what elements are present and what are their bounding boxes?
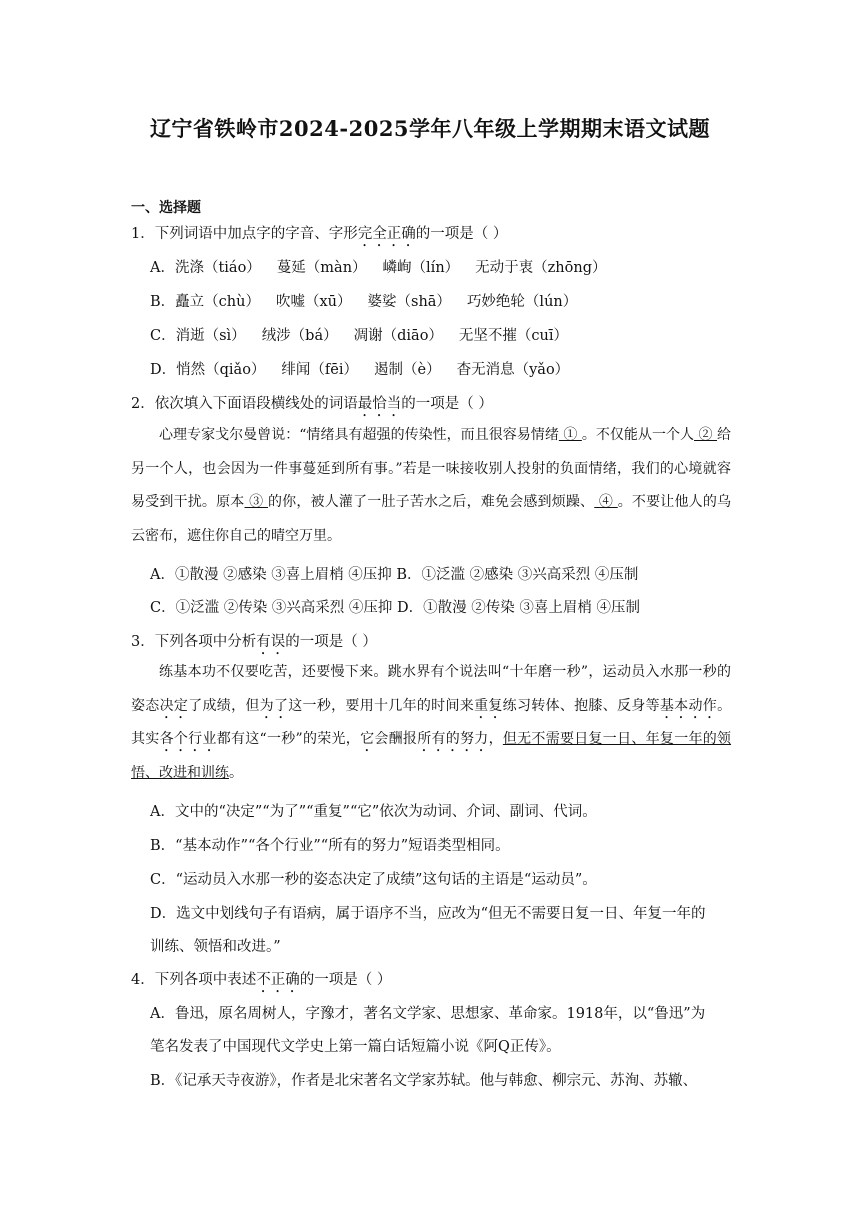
- passage-text: 。不要让他人的乌云密布，遮住你自己的晴空万里。: [131, 494, 732, 544]
- word: 绯闻（fēi）: [281, 362, 359, 378]
- q3-option-c[interactable]: C．“运动员入水那一秒的姿态决定了成绩”这句话的主语是“运动员”。: [150, 872, 597, 888]
- blank-1: ①: [558, 427, 582, 443]
- passage-text: 练习转体、抱膝、反身等: [502, 697, 660, 714]
- passage-text: 练基本功不仅要吃苦，还要慢下来。跳水界有个说法叫“十年磨一秒”，运动员入水那一秒的姿态: [131, 664, 731, 714]
- page-title: 辽宁省铁岭市2024-2025学年八年级上学期期末语文试题: [149, 116, 711, 141]
- q2-options-ab[interactable]: A．①散漫 ②感染 ③喜上眉梢 ④压抑 B．①泛滥 ②感染 ③兴高采烈 ④压制: [150, 567, 639, 583]
- word: 凋谢（diāo）: [353, 328, 443, 344]
- q3-option-d-line2: 训练、领悟和改进。”: [150, 939, 281, 955]
- passage-text: 。: [229, 764, 243, 781]
- word: 杳无消息（yǎo）: [456, 362, 570, 378]
- stem-text: 3．下列各项中分析: [131, 634, 257, 650]
- q3-passage: [131, 656, 731, 790]
- blank-2: ②: [694, 427, 718, 443]
- word: 无坚不摧（cuī）: [458, 328, 569, 344]
- passage-text: 会酬报: [374, 731, 418, 747]
- q3-option-b[interactable]: B．“基本动作”“各个行业”“所有的努力”短语类型相同。: [150, 838, 510, 854]
- q2-passage: [131, 419, 731, 553]
- passage-text: 了成绩，但: [188, 697, 260, 714]
- word: 嶙峋（lín）: [382, 260, 460, 276]
- passage-text: 这一秒，要用十几年的时间来: [288, 697, 475, 714]
- word: 蔓延（màn）: [276, 260, 367, 276]
- dotted-word: 所有的努力: [417, 731, 489, 747]
- word: 无动于衷（zhōng）: [475, 260, 607, 276]
- blank-4: ④: [594, 494, 618, 510]
- dotted-keyword: 有误: [256, 634, 286, 650]
- passage-text: 。不仅能从一个人: [581, 427, 695, 443]
- question-3-stem: [131, 630, 377, 658]
- stem-text: 的一项是（ ）: [415, 226, 508, 242]
- stem-text: 的一项是（ ）: [285, 634, 377, 650]
- blank-3: ③: [244, 494, 268, 510]
- word: 婆娑（shā）: [367, 294, 451, 310]
- passage-text: 给另一个人，也会因为一件事蔓延到所有事。”若是一味接收别人投射的负面情绪，我们的心境就容易受到干扰。原本: [131, 427, 732, 510]
- q1-option-a[interactable]: [150, 256, 623, 277]
- word: 绒涉（bá）: [261, 328, 338, 344]
- passage-text: 都有这“一秒”的荣光，: [216, 731, 361, 747]
- underlined-sentence: 但无不需要日复一日、年复一年的领悟、改进和训练: [131, 731, 732, 781]
- stem-text: 的一项是（ ）: [299, 972, 392, 988]
- word: 遏制（è）: [374, 362, 441, 378]
- dotted-keyword: 不正确: [256, 972, 300, 988]
- dotted-word: 它: [360, 731, 375, 747]
- passage-text: 的你，被人灌了一肚子苦水之后，难免会感到烦躁、: [267, 494, 595, 510]
- dotted-keyword: 最恰当: [357, 396, 402, 412]
- word: A．洗涤（tiáo）: [150, 260, 261, 276]
- word: B．矗立（chù）: [150, 294, 260, 310]
- q3-option-d-line1[interactable]: D．选文中划线句子有语病，属于语序不当，应改为“但无不需要日复一日、年复一年的: [150, 906, 706, 922]
- stem-text: 的一项是（ ）: [401, 396, 493, 412]
- word: 巧妙绝轮（lún）: [466, 294, 578, 310]
- stem-text: 1．下列词语中加点字的字音、字形: [131, 226, 358, 242]
- dotted-word: 决定: [159, 697, 189, 714]
- q1-option-c[interactable]: [150, 324, 584, 345]
- word: C．消逝（sì）: [150, 328, 246, 344]
- passage-text: 心理专家戈尔曼曾说：“情绪具有超强的传染性，而且很容易情绪: [159, 427, 559, 443]
- passage-text: ，: [488, 731, 503, 747]
- q4-option-a-line1[interactable]: A．鲁迅，原名周树人，字豫才，著名文学家、思想家、革命家。1918年，以“鲁迅”为: [150, 1006, 706, 1022]
- question-1-stem: [131, 222, 507, 250]
- dotted-word: 重复: [474, 697, 503, 714]
- word: D．悄然（qiǎo）: [150, 362, 266, 378]
- passage-text: 。其实: [131, 697, 732, 747]
- q3-option-a[interactable]: A．文中的“决定”“为了”“重复”“它”依次为动词、介词、副词、代词。: [150, 804, 597, 820]
- stem-text: 4．下列各项中表述: [131, 972, 257, 988]
- q4-option-a-line2: 笔名发表了中国现代文学史上第一篇白话短篇小说《阿Q正传》。: [150, 1039, 561, 1055]
- question-2-stem: [131, 392, 493, 420]
- stem-text: 2．依次填入下面语段横线处的词语: [131, 396, 358, 412]
- question-4-stem: [131, 968, 391, 996]
- word: 吹嘘（xū）: [275, 294, 352, 310]
- q1-option-b[interactable]: [150, 290, 593, 311]
- dotted-keyword: 完全正确: [357, 226, 416, 242]
- q4-option-b-line1[interactable]: B．《记承天寺夜游》，作者是北宋著名文学家苏轼。他与韩愈、柳宗元、苏洵、苏辙、: [150, 1073, 698, 1089]
- q2-options-cd[interactable]: C．①泛滥 ②传染 ③兴高采烈 ④压抑 D．①散漫 ②传染 ③喜上眉梢 ④压制: [150, 600, 640, 616]
- dotted-word: 各个行业: [159, 731, 217, 747]
- section-heading: 一、选择题: [131, 200, 201, 216]
- dotted-word: 基本动作: [659, 697, 718, 714]
- q1-option-d[interactable]: [150, 358, 585, 379]
- dotted-word: 为了: [259, 697, 289, 714]
